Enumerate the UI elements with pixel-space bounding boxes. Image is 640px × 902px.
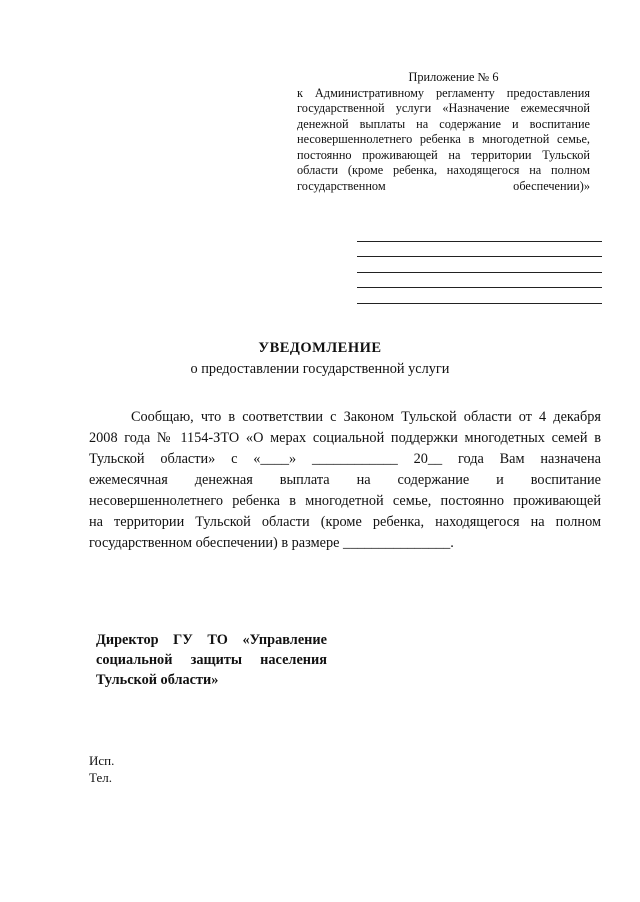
- body-line: Сообщаю, что в соответствии с Законом Тульской области от 4 декабря: [131, 409, 601, 425]
- executor-label: Исп.: [89, 753, 115, 768]
- address-line: [357, 226, 602, 242]
- body-line: Тульской области» с «____» ____________ 20__ года Вам назначена: [89, 451, 601, 467]
- address-line: [357, 273, 602, 289]
- director-signature-block: [96, 630, 327, 690]
- director-line: Тульской области»: [96, 672, 219, 688]
- body-line: ежемесячная денежная выплата на содержание и воспитание: [89, 472, 601, 488]
- address-line: [357, 288, 602, 304]
- body-line: на территории Тульской области (кроме ребенка, находящегося на полном: [89, 514, 601, 530]
- document-heading: УВЕДОМЛЕНИЕ: [258, 340, 382, 356]
- document-subheading: о предоставлении государственной услуги: [190, 361, 450, 377]
- address-line: [357, 242, 602, 258]
- annex-block: [297, 70, 590, 210]
- director-line: Директор ГУ ТО «Управление: [96, 632, 327, 648]
- body-line: 2008 года № 1154-ЗТО «О мерах социальной поддержки многодетных семей в: [89, 430, 601, 446]
- body-line: несовершеннолетнего ребенка в многодетной семье, постоянно проживающей: [89, 493, 601, 509]
- annex-text: к Административному регламенту предоставления государственной услуги «Назначение ежемесячной денежной выплаты на содержание и воспитание несовершеннолетнего ребенка в многодетной семье, постоянно проживающей на территории Тульской области (кроме ребенка, находящегося на полном государственном обеспечении)»: [297, 85, 590, 193]
- notice-body: [89, 407, 601, 554]
- address-line: [357, 257, 602, 273]
- phone-label: Тел.: [89, 770, 112, 785]
- executor-block: [89, 752, 114, 786]
- body-line: государственном обеспечении) в размере _______________.: [89, 535, 454, 551]
- director-line: социальной защиты населения: [96, 652, 327, 668]
- address-lines: [357, 226, 602, 304]
- annex-title: Приложение № 6: [408, 70, 499, 84]
